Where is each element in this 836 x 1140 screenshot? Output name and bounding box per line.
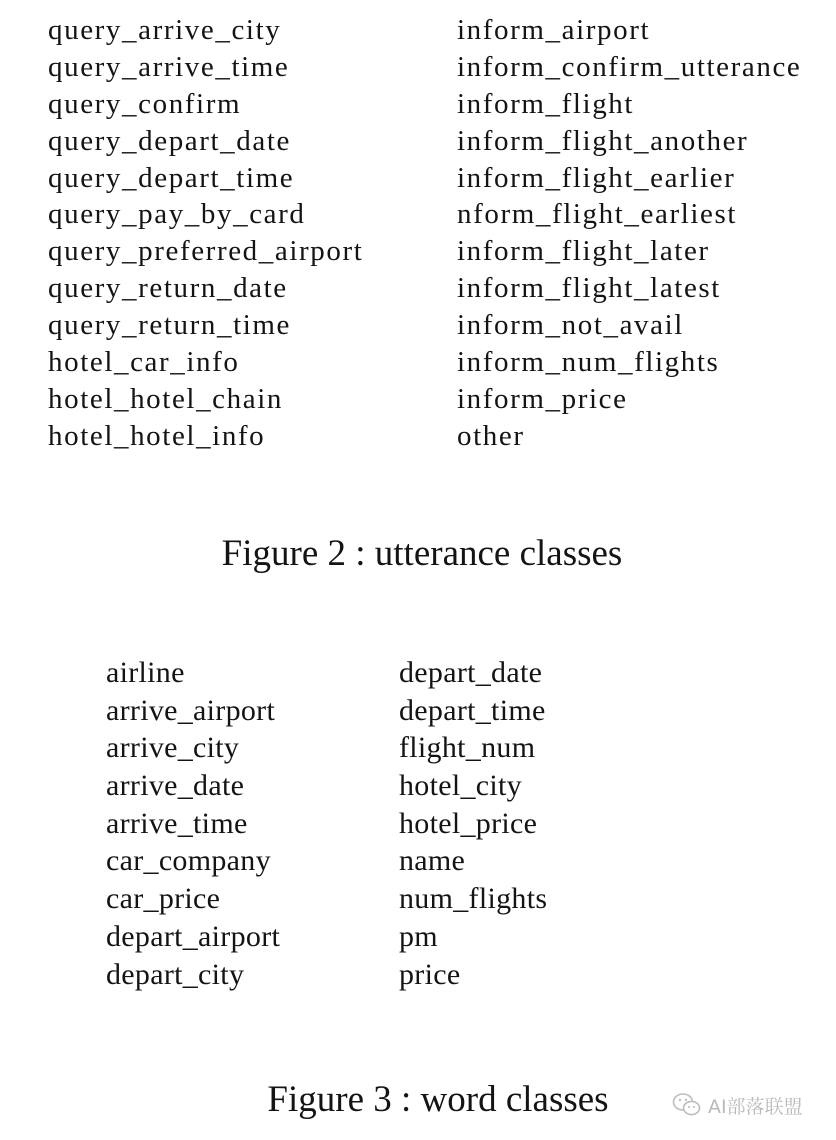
- utterance-class: query_depart_time: [48, 161, 295, 194]
- word-class: hotel_price: [399, 806, 538, 840]
- figure-3-caption: Figure 3 : word classes: [267, 1079, 609, 1120]
- utterance-class: inform_confirm_utterance: [457, 50, 802, 83]
- watermark-text: AI部落联盟: [708, 1095, 803, 1118]
- figure-3-word-classes: [0, 654, 836, 994]
- word-class: arrive_airport: [106, 693, 276, 727]
- utterance-class: query_return_time: [48, 309, 292, 342]
- utterance-class: inform_flight_earlier: [457, 161, 736, 194]
- word-class: car_company: [106, 844, 271, 878]
- utterance-class: inform_airport: [457, 14, 651, 46]
- utterance-class: query_depart_date: [48, 124, 291, 157]
- utterance-class: inform_price: [457, 382, 628, 415]
- utterance-class: hotel_hotel_chain: [48, 382, 283, 415]
- word-classes-left-column: [106, 654, 280, 993]
- utterance-class: query_confirm: [48, 87, 242, 120]
- wechat-icon: [672, 1092, 702, 1118]
- utterance-class: nform_flight_earliest: [457, 198, 738, 231]
- utterance-class: query_pay_by_card: [48, 198, 306, 231]
- word-class: arrive_time: [106, 806, 248, 840]
- utterance-classes-right-column: [457, 12, 801, 455]
- utterance-class: inform_num_flights: [457, 346, 720, 379]
- utterance-class: inform_flight: [457, 87, 635, 120]
- figure-2-caption: Figure 2 : utterance classes: [221, 533, 623, 574]
- utterance-class: query_arrive_time: [48, 50, 290, 83]
- word-class: depart_city: [106, 957, 245, 991]
- utterance-class: inform_not_avail: [457, 309, 684, 342]
- figure-2-utterance-classes: [0, 12, 836, 452]
- word-class: pm: [399, 919, 438, 953]
- word-class: depart_time: [399, 693, 546, 727]
- utterance-class: other: [457, 419, 525, 452]
- word-classes-right-column: [399, 654, 547, 993]
- utterance-class: inform_flight_another: [457, 124, 749, 157]
- word-class: arrive_city: [106, 731, 240, 765]
- utterance-class: inform_flight_later: [457, 235, 710, 268]
- utterance-class: query_return_date: [48, 272, 288, 305]
- word-class: flight_num: [399, 731, 536, 765]
- word-class: depart_date: [399, 656, 543, 689]
- utterance-class: query_preferred_airport: [48, 235, 364, 268]
- utterance-classes-left-column: [48, 12, 363, 455]
- word-class: depart_airport: [106, 919, 281, 953]
- utterance-class: inform_flight_latest: [457, 272, 721, 305]
- word-class: num_flights: [399, 882, 548, 916]
- utterance-class: hotel_hotel_info: [48, 419, 266, 452]
- word-class: airline: [106, 656, 185, 689]
- watermark: [672, 1089, 803, 1121]
- utterance-class: hotel_car_info: [48, 346, 240, 379]
- word-class: hotel_city: [399, 769, 522, 803]
- word-class: name: [399, 844, 466, 878]
- word-class: price: [399, 957, 461, 991]
- utterance-class: query_arrive_city: [48, 14, 282, 46]
- word-class: arrive_date: [106, 769, 245, 803]
- word-class: car_price: [106, 882, 221, 916]
